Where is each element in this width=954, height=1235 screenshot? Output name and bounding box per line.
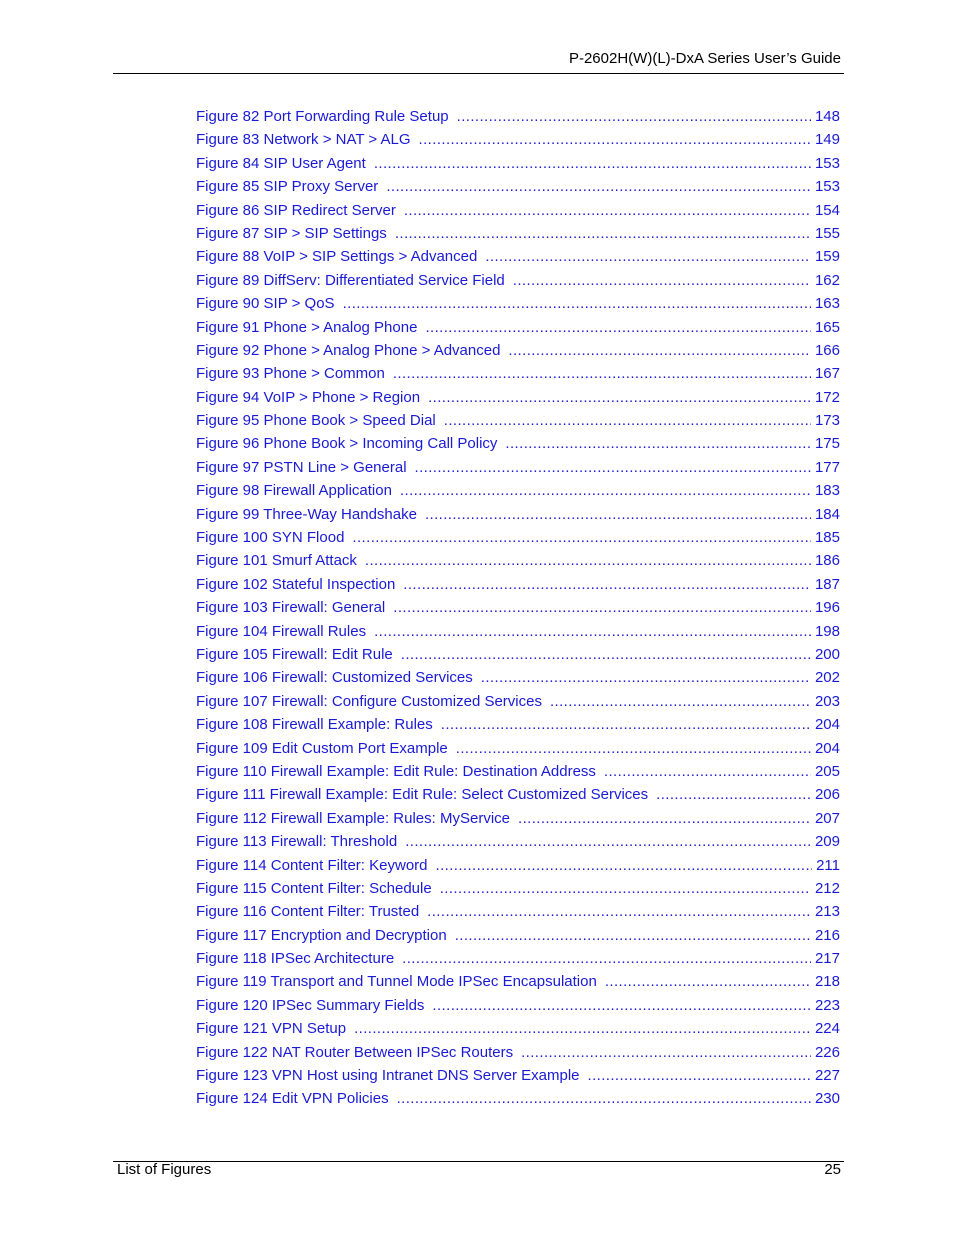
dot-leader bbox=[605, 970, 811, 993]
toc-entry-title: Figure 117 Encryption and Decryption bbox=[196, 926, 447, 944]
toc-entry-page: 153 bbox=[814, 154, 840, 172]
dot-leader bbox=[457, 105, 811, 128]
dot-leader bbox=[400, 479, 811, 502]
dot-leader bbox=[401, 643, 811, 666]
dot-leader bbox=[604, 760, 811, 783]
toc-entry-page: 166 bbox=[814, 341, 840, 359]
toc-entry-page: 185 bbox=[814, 529, 840, 547]
toc-entry-page: 211 bbox=[816, 856, 840, 874]
toc-entry-page: 217 bbox=[814, 950, 840, 968]
toc-entry-title: Figure 116 Content Filter: Trusted bbox=[196, 903, 420, 921]
dot-leader bbox=[588, 1064, 811, 1087]
footer-divider bbox=[113, 1161, 844, 1162]
toc-entry-link[interactable] bbox=[196, 1041, 840, 1064]
toc-entry-title: Figure 83 Network > NAT > ALG bbox=[196, 131, 411, 149]
toc-entry-page: 155 bbox=[814, 224, 840, 242]
toc-entry-title: Figure 94 VoIP > Phone > Region bbox=[196, 388, 421, 406]
toc-entry-link[interactable] bbox=[196, 152, 840, 175]
toc-entry-link[interactable] bbox=[196, 456, 840, 479]
toc-entry-link[interactable] bbox=[196, 339, 840, 362]
dot-leader bbox=[365, 549, 811, 572]
dot-leader bbox=[419, 128, 811, 151]
toc-entry-link[interactable] bbox=[196, 1017, 840, 1040]
toc-entry-title: Figure 114 Content Filter: Keyword bbox=[196, 856, 428, 874]
dot-leader bbox=[518, 807, 811, 830]
toc-entry-title: Figure 96 Phone Book > Incoming Call Policy bbox=[196, 435, 498, 453]
toc-entry-link[interactable] bbox=[196, 830, 840, 853]
toc-entry-link[interactable] bbox=[196, 620, 840, 643]
toc-entry-page: 204 bbox=[814, 716, 840, 734]
dot-leader bbox=[440, 877, 811, 900]
dot-leader bbox=[513, 269, 811, 292]
dot-leader bbox=[427, 900, 811, 923]
document-title: P-2602H(W)(L)-DxA Series User’s Guide bbox=[568, 50, 841, 67]
toc-entry-page: 213 bbox=[814, 903, 840, 921]
toc-entry-link[interactable] bbox=[196, 199, 840, 222]
toc-entry-title: Figure 120 IPSec Summary Fields bbox=[196, 996, 425, 1014]
dot-leader bbox=[455, 924, 811, 947]
toc-entry-page: 204 bbox=[814, 739, 840, 757]
toc-entry-title: Figure 87 SIP > SIP Settings bbox=[196, 224, 387, 242]
toc-entry-title: Figure 98 Firewall Application bbox=[196, 482, 392, 500]
toc-entry-link[interactable] bbox=[196, 690, 840, 713]
dot-leader bbox=[354, 1017, 811, 1040]
dot-leader bbox=[441, 713, 811, 736]
toc-entry-page: 149 bbox=[814, 131, 840, 149]
toc-entry-link[interactable] bbox=[196, 503, 840, 526]
toc-entry-title: Figure 107 Firewall: Configure Customized Services bbox=[196, 692, 542, 710]
dot-leader bbox=[656, 783, 811, 806]
toc-entry-link[interactable] bbox=[196, 760, 840, 783]
toc-entry-page: 209 bbox=[814, 833, 840, 851]
toc-entry-title: Figure 109 Edit Custom Port Example bbox=[196, 739, 448, 757]
toc-entry-title: Figure 92 Phone > Analog Phone > Advanced bbox=[196, 341, 501, 359]
toc-entry-link[interactable] bbox=[196, 316, 840, 339]
page-number: 25 bbox=[824, 1161, 841, 1178]
toc-entry-page: 227 bbox=[814, 1067, 840, 1085]
toc-entry-title: Figure 105 Firewall: Edit Rule bbox=[196, 645, 393, 663]
toc-entry-title: Figure 124 Edit VPN Policies bbox=[196, 1090, 389, 1108]
toc-entry-page: 203 bbox=[814, 692, 840, 710]
toc-entry-link[interactable] bbox=[196, 362, 840, 385]
toc-entry-title: Figure 103 Firewall: General bbox=[196, 599, 386, 617]
toc-entry-page: 200 bbox=[814, 645, 840, 663]
toc-entry-title: Figure 86 SIP Redirect Server bbox=[196, 201, 396, 219]
toc-entry-title: Figure 110 Firewall Example: Edit Rule: Destination Address bbox=[196, 762, 596, 780]
toc-entry-title: Figure 88 VoIP > SIP Settings > Advanced bbox=[196, 248, 478, 266]
dot-leader bbox=[393, 596, 811, 619]
toc-entry-page: 206 bbox=[814, 786, 840, 804]
toc-entry-link[interactable] bbox=[196, 432, 840, 455]
toc-entry-page: 148 bbox=[814, 108, 840, 125]
dot-leader bbox=[374, 152, 811, 175]
toc-entry-link[interactable] bbox=[196, 643, 840, 666]
toc-entry-title: Figure 90 SIP > QoS bbox=[196, 295, 335, 313]
toc-entry-link[interactable] bbox=[196, 783, 840, 806]
toc-entry-title: Figure 119 Transport and Tunnel Mode IPSec Encapsulation bbox=[196, 973, 597, 991]
toc-entry-page: 216 bbox=[814, 926, 840, 944]
toc-entry-page: 184 bbox=[814, 505, 840, 523]
toc-entry-link[interactable] bbox=[196, 596, 840, 619]
toc-entry-title: Figure 121 VPN Setup bbox=[196, 1020, 347, 1038]
dot-leader bbox=[402, 947, 811, 970]
dot-leader bbox=[352, 526, 811, 549]
toc-entry-title: Figure 82 Port Forwarding Rule Setup bbox=[196, 108, 449, 125]
toc-entry-page: 207 bbox=[814, 809, 840, 827]
dot-leader bbox=[404, 199, 811, 222]
dot-leader bbox=[397, 1087, 811, 1110]
toc-entry-link[interactable] bbox=[196, 105, 840, 128]
dot-leader bbox=[505, 432, 811, 455]
toc-entry-link[interactable] bbox=[196, 222, 840, 245]
toc-entry-link[interactable] bbox=[196, 479, 840, 502]
toc-entry-link[interactable] bbox=[196, 666, 840, 689]
dot-leader bbox=[508, 339, 811, 362]
toc-entry-page: 212 bbox=[814, 879, 840, 897]
dot-leader bbox=[521, 1041, 811, 1064]
toc-entry-title: Figure 122 NAT Router Between IPSec Routers bbox=[196, 1043, 514, 1061]
list-of-figures bbox=[196, 105, 840, 1111]
toc-entry-page: 223 bbox=[814, 996, 840, 1014]
dot-leader bbox=[395, 222, 811, 245]
toc-entry-link[interactable] bbox=[196, 175, 840, 198]
toc-entry-title: Figure 101 Smurf Attack bbox=[196, 552, 357, 570]
toc-entry-title: Figure 99 Three-Way Handshake bbox=[196, 505, 417, 523]
toc-entry-page: 162 bbox=[814, 271, 840, 289]
toc-entry-page: 218 bbox=[814, 973, 840, 991]
toc-entry-page: 198 bbox=[814, 622, 840, 640]
toc-entry-title: Figure 104 Firewall Rules bbox=[196, 622, 367, 640]
toc-entry-link[interactable] bbox=[196, 269, 840, 292]
toc-entry-title: Figure 118 IPSec Architecture bbox=[196, 950, 395, 968]
toc-entry-title: Figure 115 Content Filter: Schedule bbox=[196, 879, 432, 897]
toc-entry-link[interactable] bbox=[196, 924, 840, 947]
toc-entry-link[interactable] bbox=[196, 713, 840, 736]
toc-entry-page: 205 bbox=[814, 762, 840, 780]
dot-leader bbox=[550, 690, 811, 713]
toc-entry-link[interactable] bbox=[196, 292, 840, 315]
toc-entry-page: 159 bbox=[814, 248, 840, 266]
dot-leader bbox=[405, 830, 811, 853]
toc-entry-link[interactable] bbox=[196, 947, 840, 970]
toc-entry-title: Figure 106 Firewall: Customized Services bbox=[196, 669, 473, 687]
toc-entry-title: Figure 111 Firewall Example: Edit Rule: Select Customized Services bbox=[196, 786, 649, 804]
toc-entry-link[interactable] bbox=[196, 573, 840, 596]
dot-leader bbox=[444, 409, 811, 432]
toc-entry-link[interactable] bbox=[196, 1087, 840, 1110]
toc-entry-page: 172 bbox=[814, 388, 840, 406]
dot-leader bbox=[485, 245, 811, 268]
dot-leader bbox=[428, 386, 811, 409]
toc-entry-page: 175 bbox=[814, 435, 840, 453]
toc-entry-page: 226 bbox=[814, 1043, 840, 1061]
dot-leader bbox=[432, 994, 811, 1017]
toc-entry-page: 154 bbox=[814, 201, 840, 219]
toc-entry-link[interactable] bbox=[196, 549, 840, 572]
toc-entry-page: 177 bbox=[814, 458, 840, 476]
dot-leader bbox=[374, 620, 811, 643]
toc-entry-title: Figure 89 DiffServ: Differentiated Service Field bbox=[196, 271, 505, 289]
toc-entry-link[interactable] bbox=[196, 128, 840, 151]
toc-entry-title: Figure 108 Firewall Example: Rules bbox=[196, 716, 433, 734]
toc-entry-link[interactable] bbox=[196, 807, 840, 830]
toc-entry-page: 186 bbox=[814, 552, 840, 570]
toc-entry-link[interactable] bbox=[196, 386, 840, 409]
toc-entry-link[interactable] bbox=[196, 854, 840, 877]
toc-entry-link[interactable] bbox=[196, 737, 840, 760]
toc-entry-link[interactable] bbox=[196, 245, 840, 268]
toc-entry-title: Figure 113 Firewall: Threshold bbox=[196, 833, 398, 851]
dot-leader bbox=[481, 666, 811, 689]
dot-leader bbox=[415, 456, 811, 479]
dot-leader bbox=[403, 573, 811, 596]
toc-entry-page: 202 bbox=[814, 669, 840, 687]
dot-leader bbox=[343, 292, 811, 315]
toc-entry-page: 167 bbox=[814, 365, 840, 383]
toc-entry-title: Figure 91 Phone > Analog Phone bbox=[196, 318, 418, 336]
toc-entry-page: 153 bbox=[814, 178, 840, 196]
toc-entry-title: Figure 93 Phone > Common bbox=[196, 365, 385, 383]
toc-entry-link[interactable] bbox=[196, 994, 840, 1017]
dot-leader bbox=[425, 503, 811, 526]
toc-entry-page: 230 bbox=[814, 1090, 840, 1108]
toc-entry-title: Figure 112 Firewall Example: Rules: MyService bbox=[196, 809, 510, 827]
toc-entry-link[interactable] bbox=[196, 970, 840, 993]
dot-leader bbox=[393, 362, 811, 385]
toc-entry-title: Figure 84 SIP User Agent bbox=[196, 154, 366, 172]
toc-entry-page: 173 bbox=[814, 412, 840, 430]
toc-entry-page: 183 bbox=[814, 482, 840, 500]
toc-entry-link[interactable] bbox=[196, 900, 840, 923]
dot-leader bbox=[386, 175, 811, 198]
dot-leader bbox=[425, 316, 811, 339]
dot-leader bbox=[436, 854, 813, 877]
toc-entry-title: Figure 100 SYN Flood bbox=[196, 529, 345, 547]
footer-section-title: List of Figures bbox=[117, 1161, 212, 1178]
header-divider bbox=[113, 73, 844, 74]
toc-entry-link[interactable] bbox=[196, 526, 840, 549]
toc-entry-link[interactable] bbox=[196, 409, 840, 432]
toc-entry-page: 224 bbox=[814, 1020, 840, 1038]
toc-entry-title: Figure 85 SIP Proxy Server bbox=[196, 178, 379, 196]
toc-entry-page: 196 bbox=[814, 599, 840, 617]
toc-entry-page: 187 bbox=[814, 575, 840, 593]
toc-entry-link[interactable] bbox=[196, 877, 840, 900]
toc-entry-title: Figure 102 Stateful Inspection bbox=[196, 575, 396, 593]
toc-entry-page: 165 bbox=[814, 318, 840, 336]
toc-entry-page: 163 bbox=[814, 295, 840, 313]
toc-entry-title: Figure 95 Phone Book > Speed Dial bbox=[196, 412, 436, 430]
toc-entry-title: Figure 123 VPN Host using Intranet DNS Server Example bbox=[196, 1067, 580, 1085]
toc-entry-link[interactable] bbox=[196, 1064, 840, 1087]
toc-entry-title: Figure 97 PSTN Line > General bbox=[196, 458, 407, 476]
dot-leader bbox=[456, 737, 811, 760]
